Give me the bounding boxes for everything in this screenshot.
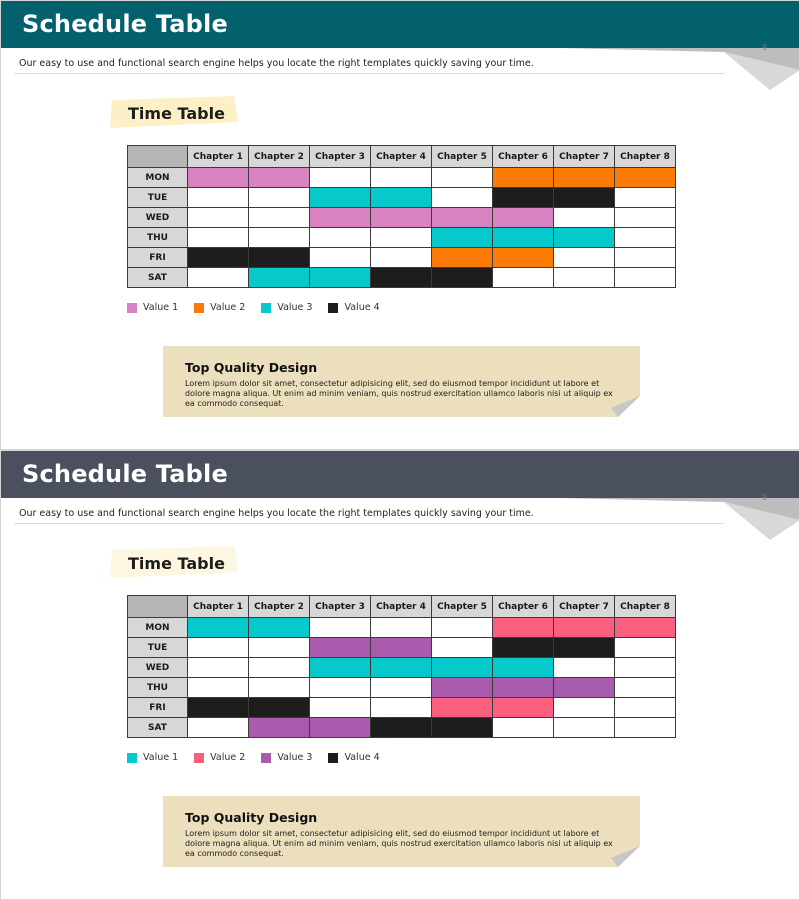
column-header: Chapter 5 bbox=[432, 146, 493, 168]
legend-swatch bbox=[194, 753, 204, 763]
legend-label: Value 3 bbox=[277, 302, 313, 313]
column-header: Chapter 1 bbox=[188, 596, 249, 618]
schedule-cell bbox=[249, 268, 310, 288]
table-row bbox=[128, 718, 676, 738]
schedule-cell bbox=[493, 188, 554, 208]
schedule-cell bbox=[554, 718, 615, 738]
schedule-cell bbox=[188, 618, 249, 638]
row-day-label: SAT bbox=[128, 718, 188, 738]
schedule-cell bbox=[554, 698, 615, 718]
schedule-cell bbox=[615, 718, 676, 738]
schedule-cell bbox=[310, 248, 371, 268]
table-row bbox=[128, 698, 676, 718]
schedule-cell bbox=[249, 248, 310, 268]
column-header: Chapter 4 bbox=[371, 146, 432, 168]
schedule-cell bbox=[432, 248, 493, 268]
column-header: Chapter 1 bbox=[188, 146, 249, 168]
table-row bbox=[128, 658, 676, 678]
schedule-cell bbox=[432, 658, 493, 678]
schedule-cell bbox=[188, 168, 249, 188]
legend-label: Value 2 bbox=[210, 752, 246, 763]
schedule-cell bbox=[432, 268, 493, 288]
schedule-cell bbox=[310, 188, 371, 208]
schedule-cell bbox=[249, 678, 310, 698]
table-row bbox=[128, 208, 676, 228]
legend-item bbox=[328, 752, 379, 763]
legend bbox=[127, 752, 396, 763]
schedule-cell bbox=[310, 638, 371, 658]
row-day-label: TUE bbox=[128, 188, 188, 208]
schedule-cell bbox=[249, 618, 310, 638]
schedule-cell bbox=[188, 248, 249, 268]
schedule-cell bbox=[188, 268, 249, 288]
column-header: Chapter 6 bbox=[493, 596, 554, 618]
table-corner-cell bbox=[128, 146, 188, 168]
subtitle-divider bbox=[14, 73, 724, 74]
legend-swatch bbox=[328, 303, 338, 313]
schedule-cell bbox=[249, 168, 310, 188]
schedule-table bbox=[127, 595, 676, 738]
schedule-cell bbox=[554, 248, 615, 268]
slide-subtitle: Our easy to use and functional search engine helps you locate the right templates quickly saving your time. bbox=[19, 58, 534, 69]
schedule-cell bbox=[615, 678, 676, 698]
table-row bbox=[128, 638, 676, 658]
table-row bbox=[128, 228, 676, 248]
page-number: 9 bbox=[762, 493, 768, 502]
slide-title: Schedule Table bbox=[22, 10, 228, 38]
schedule-cell bbox=[371, 698, 432, 718]
note-body: Lorem ipsum dolor sit amet, consectetur adipisicing elit, sed do eiusmod tempor incididunt ut labore et dolore magna aliqua. Ut enim ad minim veniam, quis nostrud exercitation ullamco laboris nisi ut aliquip ex ea commodo consequat. bbox=[185, 829, 613, 858]
schedule-cell bbox=[432, 188, 493, 208]
schedule-cell bbox=[371, 228, 432, 248]
legend-swatch bbox=[127, 753, 137, 763]
schedule-cell bbox=[493, 618, 554, 638]
section-title: Time Table bbox=[128, 104, 225, 123]
schedule-cell bbox=[432, 228, 493, 248]
table-corner-cell bbox=[128, 596, 188, 618]
schedule-cell bbox=[371, 618, 432, 638]
row-day-label: FRI bbox=[128, 248, 188, 268]
schedule-cell bbox=[554, 188, 615, 208]
column-header: Chapter 3 bbox=[310, 596, 371, 618]
legend-swatch bbox=[194, 303, 204, 313]
schedule-cell bbox=[310, 228, 371, 248]
schedule-cell bbox=[554, 658, 615, 678]
column-header: Chapter 7 bbox=[554, 146, 615, 168]
column-header: Chapter 7 bbox=[554, 596, 615, 618]
legend-item bbox=[194, 302, 245, 313]
page-number: 9 bbox=[762, 43, 768, 52]
schedule-cell bbox=[188, 188, 249, 208]
schedule-cell bbox=[371, 638, 432, 658]
table-row bbox=[128, 168, 676, 188]
schedule-cell bbox=[554, 208, 615, 228]
schedule-cell bbox=[615, 248, 676, 268]
schedule-cell bbox=[615, 698, 676, 718]
schedule-cell bbox=[371, 248, 432, 268]
legend-swatch bbox=[328, 753, 338, 763]
schedule-cell bbox=[554, 228, 615, 248]
table-header-row bbox=[128, 596, 676, 618]
schedule-cell bbox=[188, 698, 249, 718]
note-title: Top Quality Design bbox=[185, 810, 318, 825]
table-header-row bbox=[128, 146, 676, 168]
schedule-cell bbox=[554, 268, 615, 288]
schedule-cell bbox=[615, 168, 676, 188]
schedule-cell bbox=[615, 268, 676, 288]
schedule-cell bbox=[371, 718, 432, 738]
slide-subtitle: Our easy to use and functional search engine helps you locate the right templates quickly saving your time. bbox=[19, 508, 534, 519]
table-row bbox=[128, 248, 676, 268]
schedule-cell bbox=[615, 658, 676, 678]
schedule-cell bbox=[188, 638, 249, 658]
schedule-cell bbox=[493, 678, 554, 698]
legend-swatch bbox=[127, 303, 137, 313]
schedule-cell bbox=[249, 638, 310, 658]
schedule-cell bbox=[310, 678, 371, 698]
schedule-cell bbox=[432, 208, 493, 228]
schedule-cell bbox=[249, 228, 310, 248]
schedule-cell bbox=[493, 228, 554, 248]
schedule-cell bbox=[249, 718, 310, 738]
schedule-cell bbox=[615, 638, 676, 658]
schedule-cell bbox=[188, 678, 249, 698]
legend-label: Value 2 bbox=[210, 302, 246, 313]
schedule-cell bbox=[493, 718, 554, 738]
slide-title: Schedule Table bbox=[22, 460, 228, 488]
column-header: Chapter 6 bbox=[493, 146, 554, 168]
schedule-cell bbox=[432, 638, 493, 658]
subtitle-divider bbox=[14, 523, 724, 524]
schedule-cell bbox=[554, 678, 615, 698]
schedule-cell bbox=[249, 658, 310, 678]
schedule-cell bbox=[310, 618, 371, 638]
row-day-label: WED bbox=[128, 658, 188, 678]
schedule-cell bbox=[554, 168, 615, 188]
row-day-label: SAT bbox=[128, 268, 188, 288]
row-day-label: MON bbox=[128, 618, 188, 638]
legend-label: Value 3 bbox=[277, 752, 313, 763]
schedule-cell bbox=[615, 208, 676, 228]
table-row bbox=[128, 678, 676, 698]
column-header: Chapter 5 bbox=[432, 596, 493, 618]
schedule-cell bbox=[615, 618, 676, 638]
schedule-cell bbox=[310, 208, 371, 228]
legend-label: Value 4 bbox=[344, 302, 380, 313]
schedule-cell bbox=[554, 638, 615, 658]
schedule-cell bbox=[493, 658, 554, 678]
schedule-cell bbox=[371, 678, 432, 698]
schedule-cell bbox=[310, 168, 371, 188]
column-header: Chapter 8 bbox=[615, 596, 676, 618]
schedule-cell bbox=[371, 268, 432, 288]
schedule-table bbox=[127, 145, 676, 288]
schedule-cell bbox=[371, 188, 432, 208]
note-title: Top Quality Design bbox=[185, 360, 318, 375]
schedule-cell bbox=[615, 188, 676, 208]
legend-item bbox=[127, 752, 178, 763]
schedule-cell bbox=[432, 618, 493, 638]
table-row bbox=[128, 618, 676, 638]
slide-2 bbox=[0, 450, 800, 900]
schedule-cell bbox=[493, 168, 554, 188]
schedule-cell bbox=[310, 718, 371, 738]
row-day-label: WED bbox=[128, 208, 188, 228]
column-header: Chapter 2 bbox=[249, 596, 310, 618]
legend bbox=[127, 302, 396, 313]
schedule-cell bbox=[371, 208, 432, 228]
table-row bbox=[128, 188, 676, 208]
schedule-cell bbox=[310, 268, 371, 288]
schedule-cell bbox=[188, 228, 249, 248]
legend-swatch bbox=[261, 753, 271, 763]
column-header: Chapter 2 bbox=[249, 146, 310, 168]
section-title: Time Table bbox=[128, 554, 225, 573]
schedule-cell bbox=[249, 188, 310, 208]
schedule-cell bbox=[554, 618, 615, 638]
schedule-cell bbox=[371, 168, 432, 188]
legend-item bbox=[261, 752, 312, 763]
schedule-cell bbox=[310, 658, 371, 678]
row-day-label: MON bbox=[128, 168, 188, 188]
schedule-cell bbox=[615, 228, 676, 248]
row-day-label: FRI bbox=[128, 698, 188, 718]
schedule-cell bbox=[493, 638, 554, 658]
table-row bbox=[128, 268, 676, 288]
legend-label: Value 4 bbox=[344, 752, 380, 763]
schedule-cell bbox=[493, 698, 554, 718]
legend-label: Value 1 bbox=[143, 302, 179, 313]
legend-item bbox=[127, 302, 178, 313]
schedule-cell bbox=[188, 208, 249, 228]
schedule-cell bbox=[493, 208, 554, 228]
schedule-cell bbox=[371, 658, 432, 678]
schedule-cell bbox=[188, 718, 249, 738]
row-day-label: THU bbox=[128, 678, 188, 698]
schedule-cell bbox=[188, 658, 249, 678]
legend-swatch bbox=[261, 303, 271, 313]
note-body: Lorem ipsum dolor sit amet, consectetur adipisicing elit, sed do eiusmod tempor incididunt ut labore et dolore magna aliqua. Ut enim ad minim veniam, quis nostrud exercitation ullamco laboris nisi ut aliquip ex ea commodo consequat. bbox=[185, 379, 613, 408]
schedule-cell bbox=[493, 268, 554, 288]
legend-label: Value 1 bbox=[143, 752, 179, 763]
schedule-cell bbox=[432, 698, 493, 718]
row-day-label: TUE bbox=[128, 638, 188, 658]
schedule-cell bbox=[493, 248, 554, 268]
schedule-cell bbox=[310, 698, 371, 718]
legend-item bbox=[194, 752, 245, 763]
column-header: Chapter 8 bbox=[615, 146, 676, 168]
legend-item bbox=[261, 302, 312, 313]
row-day-label: THU bbox=[128, 228, 188, 248]
column-header: Chapter 4 bbox=[371, 596, 432, 618]
schedule-cell bbox=[432, 678, 493, 698]
schedule-cell bbox=[249, 698, 310, 718]
legend-item bbox=[328, 302, 379, 313]
column-header: Chapter 3 bbox=[310, 146, 371, 168]
schedule-cell bbox=[249, 208, 310, 228]
schedule-cell bbox=[432, 718, 493, 738]
schedule-cell bbox=[432, 168, 493, 188]
